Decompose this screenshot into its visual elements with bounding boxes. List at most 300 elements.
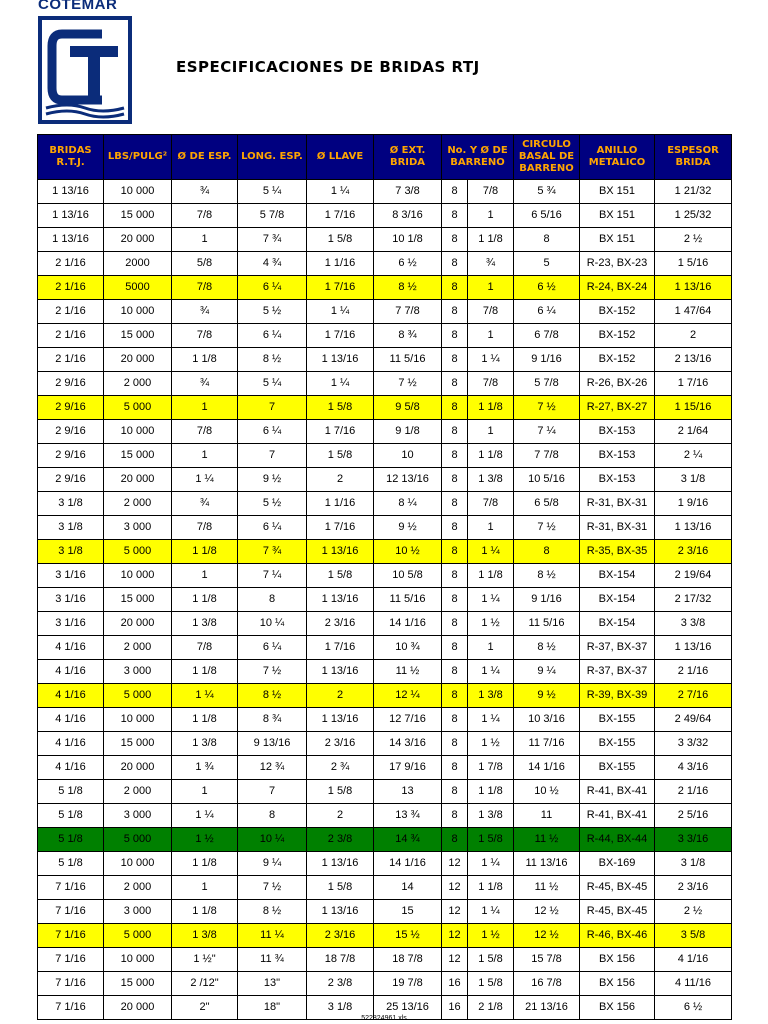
cell-espesor: 3 3/32 bbox=[655, 732, 732, 756]
table-row bbox=[38, 612, 732, 636]
table-row bbox=[38, 516, 732, 540]
cell-barreno-no: 8 bbox=[442, 516, 468, 540]
cell-anillo: BX 151 bbox=[580, 204, 655, 228]
cell-anillo: R-41, BX-41 bbox=[580, 780, 655, 804]
cell-barreno-diam: 7/8 bbox=[468, 300, 514, 324]
cell-barreno-diam: 1 1/8 bbox=[468, 564, 514, 588]
cell-espesor: 2 17/32 bbox=[655, 588, 732, 612]
cell-long-esp: 7 bbox=[238, 444, 307, 468]
cell-bridas: 4 1/16 bbox=[38, 660, 104, 684]
cell-barreno-no: 8 bbox=[442, 564, 468, 588]
cell-long-esp: 7 ¼ bbox=[238, 564, 307, 588]
cell-circulo: 8 bbox=[514, 540, 580, 564]
cell-long-esp: 7 bbox=[238, 780, 307, 804]
cell-espesor: 2 3/16 bbox=[655, 876, 732, 900]
cell-anillo: BX-155 bbox=[580, 732, 655, 756]
cell-ext-brida: 8 ¾ bbox=[374, 324, 442, 348]
cell-lbs: 3 000 bbox=[104, 804, 172, 828]
cell-barreno-diam: ¾ bbox=[468, 252, 514, 276]
cell-ext-brida: 10 ¾ bbox=[374, 636, 442, 660]
cell-barreno-diam: 1 5/8 bbox=[468, 948, 514, 972]
cell-diam-esp: 7/8 bbox=[172, 276, 238, 300]
cell-ext-brida: 13 ¾ bbox=[374, 804, 442, 828]
header-ext-brida: Ø EXT. BRIDA bbox=[374, 135, 442, 180]
cell-anillo: R-46, BX-46 bbox=[580, 924, 655, 948]
cell-barreno-no: 8 bbox=[442, 228, 468, 252]
cell-bridas: 7 1/16 bbox=[38, 876, 104, 900]
cell-anillo: BX-152 bbox=[580, 348, 655, 372]
cell-bridas: 4 1/16 bbox=[38, 756, 104, 780]
cell-long-esp: 6 ¼ bbox=[238, 276, 307, 300]
cell-barreno-no: 8 bbox=[442, 396, 468, 420]
table-row bbox=[38, 444, 732, 468]
header-circulo: CIRCULO BASAL DE BARRENO bbox=[514, 135, 580, 180]
cell-diam-esp: 1 ¼ bbox=[172, 468, 238, 492]
cell-espesor: 1 13/16 bbox=[655, 516, 732, 540]
cell-bridas: 1 13/16 bbox=[38, 228, 104, 252]
cell-espesor: 1 21/32 bbox=[655, 180, 732, 204]
cell-bridas: 1 13/16 bbox=[38, 204, 104, 228]
cell-lbs: 3 000 bbox=[104, 516, 172, 540]
cell-diam-esp: ¾ bbox=[172, 492, 238, 516]
cell-llave: 18 7/8 bbox=[307, 948, 374, 972]
table-row bbox=[38, 660, 732, 684]
cell-long-esp: 10 ¼ bbox=[238, 828, 307, 852]
header-barreno: No. Y Ø DE BARRENO bbox=[442, 135, 514, 180]
cell-llave: 1 7/16 bbox=[307, 324, 374, 348]
cell-circulo: 11 ½ bbox=[514, 828, 580, 852]
cell-bridas: 5 1/8 bbox=[38, 852, 104, 876]
cell-llave: 1 ¼ bbox=[307, 300, 374, 324]
cell-barreno-diam: 1 5/8 bbox=[468, 828, 514, 852]
cell-llave: 1 7/16 bbox=[307, 204, 374, 228]
table-row bbox=[38, 852, 732, 876]
cell-ext-brida: 10 1/8 bbox=[374, 228, 442, 252]
cell-long-esp: 8 ½ bbox=[238, 900, 307, 924]
cell-llave: 3 1/8 bbox=[307, 996, 374, 1020]
table-row bbox=[38, 324, 732, 348]
cell-long-esp: 8 bbox=[238, 804, 307, 828]
cell-circulo: 6 ½ bbox=[514, 276, 580, 300]
cell-circulo: 12 ½ bbox=[514, 900, 580, 924]
cell-barreno-no: 8 bbox=[442, 780, 468, 804]
cell-lbs: 20 000 bbox=[104, 756, 172, 780]
cell-anillo: R-35, BX-35 bbox=[580, 540, 655, 564]
cell-llave: 1 7/16 bbox=[307, 276, 374, 300]
cell-anillo: R-31, BX-31 bbox=[580, 492, 655, 516]
cell-espesor: 2 7/16 bbox=[655, 684, 732, 708]
cell-lbs: 10 000 bbox=[104, 852, 172, 876]
cell-barreno-no: 8 bbox=[442, 372, 468, 396]
cell-anillo: BX-153 bbox=[580, 468, 655, 492]
cell-espesor: 1 25/32 bbox=[655, 204, 732, 228]
cell-barreno-diam: 1 5/8 bbox=[468, 972, 514, 996]
cell-lbs: 2 000 bbox=[104, 636, 172, 660]
cell-lbs: 15 000 bbox=[104, 972, 172, 996]
cell-bridas: 2 9/16 bbox=[38, 468, 104, 492]
cell-lbs: 5 000 bbox=[104, 396, 172, 420]
cell-ext-brida: 10 5/8 bbox=[374, 564, 442, 588]
cell-ext-brida: 25 13/16 bbox=[374, 996, 442, 1020]
header-long-esp: LONG. ESP. bbox=[238, 135, 307, 180]
cell-barreno-no: 8 bbox=[442, 348, 468, 372]
cell-llave: 2 bbox=[307, 804, 374, 828]
cell-anillo: R-23, BX-23 bbox=[580, 252, 655, 276]
cell-long-esp: 7 ½ bbox=[238, 876, 307, 900]
cell-anillo: BX-155 bbox=[580, 708, 655, 732]
cell-espesor: 2 1/16 bbox=[655, 780, 732, 804]
cell-barreno-no: 8 bbox=[442, 204, 468, 228]
cell-long-esp: 8 ¾ bbox=[238, 708, 307, 732]
table-row bbox=[38, 348, 732, 372]
cell-barreno-diam: 1 ¼ bbox=[468, 852, 514, 876]
header-bridas: BRIDAS R.T.J. bbox=[38, 135, 104, 180]
cell-diam-esp: 1 1/8 bbox=[172, 588, 238, 612]
cell-espesor: 2 13/16 bbox=[655, 348, 732, 372]
cell-barreno-no: 8 bbox=[442, 588, 468, 612]
cell-ext-brida: 12 ¼ bbox=[374, 684, 442, 708]
cell-barreno-no: 12 bbox=[442, 924, 468, 948]
cell-long-esp: 7 ¾ bbox=[238, 540, 307, 564]
cell-diam-esp: ¾ bbox=[172, 300, 238, 324]
cell-barreno-diam: 1 ½ bbox=[468, 612, 514, 636]
cell-llave: 1 7/16 bbox=[307, 516, 374, 540]
cell-llave: 1 5/8 bbox=[307, 564, 374, 588]
table-row bbox=[38, 300, 732, 324]
cell-circulo: 7 7/8 bbox=[514, 444, 580, 468]
company-logo-icon bbox=[38, 16, 132, 124]
cell-barreno-no: 8 bbox=[442, 756, 468, 780]
cell-lbs: 5 000 bbox=[104, 540, 172, 564]
cell-llave: 1 5/8 bbox=[307, 780, 374, 804]
cell-llave: 2 3/8 bbox=[307, 828, 374, 852]
table-row bbox=[38, 252, 732, 276]
cell-ext-brida: 8 3/16 bbox=[374, 204, 442, 228]
cell-llave: 1 5/8 bbox=[307, 228, 374, 252]
cell-anillo: BX 156 bbox=[580, 948, 655, 972]
cell-barreno-diam: 2 1/8 bbox=[468, 996, 514, 1020]
cell-bridas: 4 1/16 bbox=[38, 684, 104, 708]
cell-bridas: 3 1/16 bbox=[38, 612, 104, 636]
cell-long-esp: 11 ¼ bbox=[238, 924, 307, 948]
cell-barreno-no: 12 bbox=[442, 852, 468, 876]
cell-llave: 1 7/16 bbox=[307, 420, 374, 444]
cell-bridas: 7 1/16 bbox=[38, 948, 104, 972]
cell-long-esp: 6 ¼ bbox=[238, 516, 307, 540]
cell-diam-esp: 1 1/8 bbox=[172, 348, 238, 372]
cell-espesor: 4 1/16 bbox=[655, 948, 732, 972]
cell-ext-brida: 11 5/16 bbox=[374, 588, 442, 612]
cell-diam-esp: 1 ¼ bbox=[172, 684, 238, 708]
cell-diam-esp: 1 ¾ bbox=[172, 756, 238, 780]
cell-diam-esp: 1 bbox=[172, 396, 238, 420]
cell-bridas: 7 1/16 bbox=[38, 972, 104, 996]
cell-barreno-diam: 1 ¼ bbox=[468, 660, 514, 684]
cell-ext-brida: 11 5/16 bbox=[374, 348, 442, 372]
cell-circulo: 7 ½ bbox=[514, 396, 580, 420]
cell-llave: 1 13/16 bbox=[307, 852, 374, 876]
cell-llave: 1 7/16 bbox=[307, 636, 374, 660]
cell-lbs: 2 000 bbox=[104, 780, 172, 804]
cell-diam-esp: 7/8 bbox=[172, 636, 238, 660]
cell-diam-esp: 1 bbox=[172, 564, 238, 588]
cell-diam-esp: 1 1/8 bbox=[172, 660, 238, 684]
cell-bridas: 2 9/16 bbox=[38, 444, 104, 468]
cell-circulo: 9 1/16 bbox=[514, 348, 580, 372]
cell-llave: 1 13/16 bbox=[307, 348, 374, 372]
cell-diam-esp: ¾ bbox=[172, 180, 238, 204]
cell-espesor: 1 13/16 bbox=[655, 636, 732, 660]
cell-barreno-no: 8 bbox=[442, 420, 468, 444]
cell-diam-esp: 1 3/8 bbox=[172, 732, 238, 756]
cell-circulo: 21 13/16 bbox=[514, 996, 580, 1020]
cell-bridas: 2 9/16 bbox=[38, 396, 104, 420]
cell-bridas: 4 1/16 bbox=[38, 708, 104, 732]
cell-long-esp: 8 bbox=[238, 588, 307, 612]
header-anillo: ANILLO METALICO bbox=[580, 135, 655, 180]
table-row bbox=[38, 828, 732, 852]
cell-barreno-diam: 1 ¼ bbox=[468, 348, 514, 372]
cell-llave: 1 ¼ bbox=[307, 372, 374, 396]
cell-bridas: 5 1/8 bbox=[38, 804, 104, 828]
cell-lbs: 5 000 bbox=[104, 684, 172, 708]
cell-anillo: R-39, BX-39 bbox=[580, 684, 655, 708]
cell-anillo: R-45, BX-45 bbox=[580, 900, 655, 924]
cell-diam-esp: 5/8 bbox=[172, 252, 238, 276]
cell-ext-brida: 7 3/8 bbox=[374, 180, 442, 204]
cell-anillo: BX-154 bbox=[580, 564, 655, 588]
cell-barreno-diam: 1 bbox=[468, 276, 514, 300]
cell-espesor: 2 3/16 bbox=[655, 540, 732, 564]
table-row bbox=[38, 540, 732, 564]
cell-llave: 1 1/16 bbox=[307, 492, 374, 516]
header-lbs: LBS/PULG² bbox=[104, 135, 172, 180]
table-header-row bbox=[38, 135, 732, 180]
cell-espesor: 2 1/16 bbox=[655, 660, 732, 684]
cell-espesor: 2 1/64 bbox=[655, 420, 732, 444]
cell-diam-esp: 7/8 bbox=[172, 204, 238, 228]
cell-circulo: 10 3/16 bbox=[514, 708, 580, 732]
cell-espesor: 1 13/16 bbox=[655, 276, 732, 300]
table-row bbox=[38, 372, 732, 396]
cell-barreno-diam: 1 ¼ bbox=[468, 708, 514, 732]
cell-long-esp: 6 ¼ bbox=[238, 324, 307, 348]
cell-long-esp: 11 ¾ bbox=[238, 948, 307, 972]
cell-anillo: BX-154 bbox=[580, 588, 655, 612]
cell-long-esp: 8 ½ bbox=[238, 348, 307, 372]
cell-long-esp: 12 ¾ bbox=[238, 756, 307, 780]
cell-espesor: 3 1/8 bbox=[655, 852, 732, 876]
cell-ext-brida: 9 5/8 bbox=[374, 396, 442, 420]
cell-circulo: 11 ½ bbox=[514, 876, 580, 900]
cell-ext-brida: 14 3/16 bbox=[374, 732, 442, 756]
cell-bridas: 4 1/16 bbox=[38, 732, 104, 756]
cell-circulo: 5 ¾ bbox=[514, 180, 580, 204]
cell-lbs: 15 000 bbox=[104, 204, 172, 228]
cell-circulo: 6 ¼ bbox=[514, 300, 580, 324]
cell-barreno-no: 8 bbox=[442, 684, 468, 708]
table-row bbox=[38, 180, 732, 204]
cell-llave: 2 bbox=[307, 684, 374, 708]
cell-lbs: 5 000 bbox=[104, 828, 172, 852]
cell-diam-esp: 1 3/8 bbox=[172, 612, 238, 636]
cell-espesor: 2 ½ bbox=[655, 228, 732, 252]
cell-lbs: 15 000 bbox=[104, 588, 172, 612]
cell-bridas: 2 1/16 bbox=[38, 324, 104, 348]
cell-barreno-diam: 1 bbox=[468, 636, 514, 660]
cell-ext-brida: 14 1/16 bbox=[374, 852, 442, 876]
cell-bridas: 7 1/16 bbox=[38, 900, 104, 924]
cell-bridas: 3 1/8 bbox=[38, 516, 104, 540]
cell-bridas: 7 1/16 bbox=[38, 924, 104, 948]
cell-llave: 1 13/16 bbox=[307, 708, 374, 732]
cell-barreno-no: 8 bbox=[442, 732, 468, 756]
cell-barreno-diam: 1 3/8 bbox=[468, 684, 514, 708]
cell-barreno-no: 16 bbox=[442, 996, 468, 1020]
cell-llave: 2 bbox=[307, 468, 374, 492]
cell-ext-brida: 17 9/16 bbox=[374, 756, 442, 780]
cell-circulo: 11 7/16 bbox=[514, 732, 580, 756]
cell-barreno-no: 8 bbox=[442, 444, 468, 468]
cell-bridas: 2 1/16 bbox=[38, 348, 104, 372]
table-row bbox=[38, 420, 732, 444]
table-row bbox=[38, 708, 732, 732]
cell-lbs: 20 000 bbox=[104, 228, 172, 252]
cell-barreno-no: 8 bbox=[442, 828, 468, 852]
cell-espesor: 4 11/16 bbox=[655, 972, 732, 996]
cell-llave: 1 13/16 bbox=[307, 588, 374, 612]
cell-circulo: 7 ¼ bbox=[514, 420, 580, 444]
cell-diam-esp: ¾ bbox=[172, 372, 238, 396]
cell-diam-esp: 2" bbox=[172, 996, 238, 1020]
cell-barreno-no: 12 bbox=[442, 876, 468, 900]
cell-circulo: 10 5/16 bbox=[514, 468, 580, 492]
cell-bridas: 2 1/16 bbox=[38, 252, 104, 276]
cell-lbs: 5000 bbox=[104, 276, 172, 300]
cell-espesor: 4 3/16 bbox=[655, 756, 732, 780]
cell-lbs: 10 000 bbox=[104, 564, 172, 588]
cell-espesor: 3 3/8 bbox=[655, 612, 732, 636]
cell-ext-brida: 10 ½ bbox=[374, 540, 442, 564]
file-name-footer: 522824961.xls bbox=[361, 1015, 407, 1022]
cell-long-esp: 8 ½ bbox=[238, 684, 307, 708]
table-row bbox=[38, 756, 732, 780]
table-row bbox=[38, 684, 732, 708]
cell-ext-brida: 13 bbox=[374, 780, 442, 804]
cell-long-esp: 9 ¼ bbox=[238, 852, 307, 876]
cell-llave: 2 ¾ bbox=[307, 756, 374, 780]
cell-anillo: R-41, BX-41 bbox=[580, 804, 655, 828]
cell-barreno-diam: 1 ¼ bbox=[468, 540, 514, 564]
cell-lbs: 2000 bbox=[104, 252, 172, 276]
cell-espesor: 2 ½ bbox=[655, 900, 732, 924]
cell-diam-esp: 7/8 bbox=[172, 420, 238, 444]
cell-diam-esp: 1 3/8 bbox=[172, 924, 238, 948]
cell-long-esp: 10 ¼ bbox=[238, 612, 307, 636]
cell-lbs: 15 000 bbox=[104, 324, 172, 348]
cell-diam-esp: 1 ¼ bbox=[172, 804, 238, 828]
cell-lbs: 10 000 bbox=[104, 420, 172, 444]
cell-diam-esp: 2 /12" bbox=[172, 972, 238, 996]
cell-barreno-no: 12 bbox=[442, 900, 468, 924]
cell-long-esp: 5 ¼ bbox=[238, 180, 307, 204]
cell-anillo: BX-152 bbox=[580, 324, 655, 348]
cell-barreno-diam: 1 ½ bbox=[468, 924, 514, 948]
cell-lbs: 5 000 bbox=[104, 924, 172, 948]
cell-circulo: 8 ½ bbox=[514, 564, 580, 588]
header-diam-esp: Ø DE ESP. bbox=[172, 135, 238, 180]
cell-barreno-diam: 1 bbox=[468, 324, 514, 348]
cell-barreno-no: 8 bbox=[442, 468, 468, 492]
cell-barreno-diam: 1 1/8 bbox=[468, 396, 514, 420]
cell-lbs: 10 000 bbox=[104, 948, 172, 972]
table-row bbox=[38, 732, 732, 756]
cell-bridas: 3 1/8 bbox=[38, 492, 104, 516]
cell-ext-brida: 9 1/8 bbox=[374, 420, 442, 444]
cell-llave: 1 5/8 bbox=[307, 444, 374, 468]
cell-barreno-no: 8 bbox=[442, 492, 468, 516]
cell-diam-esp: 1 1/8 bbox=[172, 852, 238, 876]
cell-long-esp: 5 7/8 bbox=[238, 204, 307, 228]
cell-espesor: 1 5/16 bbox=[655, 252, 732, 276]
cell-espesor: 2 5/16 bbox=[655, 804, 732, 828]
cell-barreno-diam: 1 1/8 bbox=[468, 780, 514, 804]
cell-diam-esp: 7/8 bbox=[172, 516, 238, 540]
cell-llave: 2 3/16 bbox=[307, 732, 374, 756]
cell-llave: 2 3/16 bbox=[307, 612, 374, 636]
cell-anillo: R-37, BX-37 bbox=[580, 660, 655, 684]
cell-ext-brida: 7 7/8 bbox=[374, 300, 442, 324]
cell-bridas: 7 1/16 bbox=[38, 996, 104, 1020]
cell-circulo: 9 ½ bbox=[514, 684, 580, 708]
cell-bridas: 2 9/16 bbox=[38, 420, 104, 444]
cell-long-esp: 7 bbox=[238, 396, 307, 420]
cell-circulo: 16 7/8 bbox=[514, 972, 580, 996]
cell-ext-brida: 14 ¾ bbox=[374, 828, 442, 852]
cell-anillo: R-26, BX-26 bbox=[580, 372, 655, 396]
cell-diam-esp: 1 bbox=[172, 876, 238, 900]
cell-llave: 2 3/8 bbox=[307, 972, 374, 996]
cell-lbs: 3 000 bbox=[104, 900, 172, 924]
cell-barreno-diam: 1 7/8 bbox=[468, 756, 514, 780]
cell-barreno-no: 8 bbox=[442, 180, 468, 204]
table-row bbox=[38, 564, 732, 588]
cell-ext-brida: 7 ½ bbox=[374, 372, 442, 396]
cell-circulo: 5 bbox=[514, 252, 580, 276]
cell-barreno-diam: 1 1/8 bbox=[468, 444, 514, 468]
cell-circulo: 7 ½ bbox=[514, 516, 580, 540]
cell-bridas: 3 1/8 bbox=[38, 540, 104, 564]
cell-llave: 1 13/16 bbox=[307, 540, 374, 564]
cell-lbs: 20 000 bbox=[104, 612, 172, 636]
cell-circulo: 12 ½ bbox=[514, 924, 580, 948]
cell-anillo: BX-153 bbox=[580, 420, 655, 444]
cell-anillo: R-45, BX-45 bbox=[580, 876, 655, 900]
cell-barreno-no: 8 bbox=[442, 276, 468, 300]
cell-barreno-diam: 1 bbox=[468, 516, 514, 540]
cell-bridas: 2 9/16 bbox=[38, 372, 104, 396]
cell-long-esp: 5 ¼ bbox=[238, 372, 307, 396]
cell-lbs: 2 000 bbox=[104, 492, 172, 516]
cell-barreno-no: 8 bbox=[442, 636, 468, 660]
table-row bbox=[38, 948, 732, 972]
cell-circulo: 6 7/8 bbox=[514, 324, 580, 348]
cell-anillo: BX 151 bbox=[580, 180, 655, 204]
cell-diam-esp: 7/8 bbox=[172, 324, 238, 348]
cell-ext-brida: 10 bbox=[374, 444, 442, 468]
cell-ext-brida: 15 bbox=[374, 900, 442, 924]
cell-anillo: R-44, BX-44 bbox=[580, 828, 655, 852]
